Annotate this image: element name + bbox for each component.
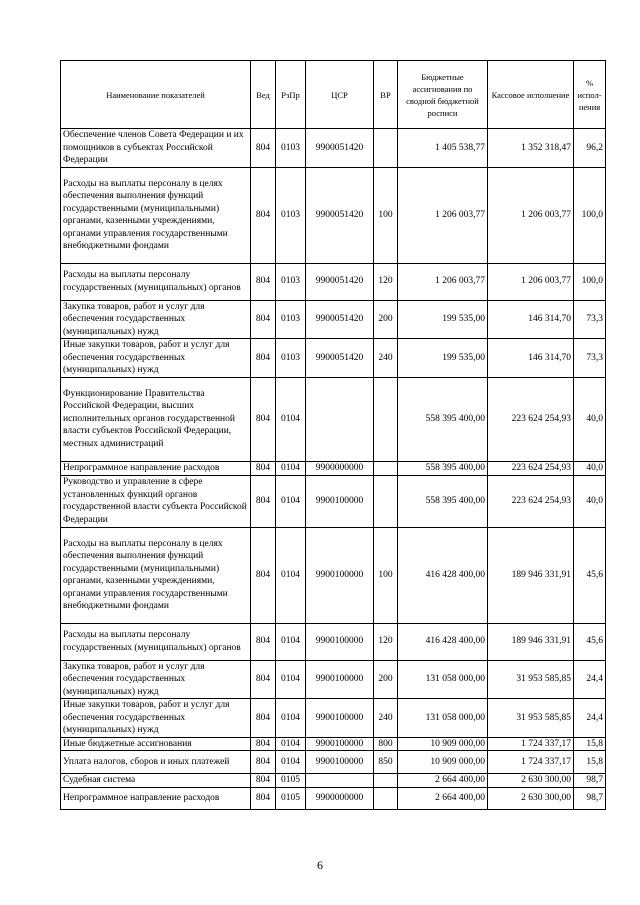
table-row (61, 774, 606, 788)
row-csr (306, 774, 374, 788)
row-cash: 1 352 318,47 (488, 129, 574, 168)
row-rzpr: 0103 (276, 300, 306, 339)
row-percent: 24,4 (574, 699, 606, 738)
row-rzpr: 0104 (276, 660, 306, 699)
header-csr: ЦСР (306, 61, 374, 129)
header-percent: % испол-нения (574, 61, 606, 129)
row-csr: 9900051420 (306, 339, 374, 378)
row-name: Обеспечение членов Совета Федерации и их помощников в субъектах Российской Федерации (61, 129, 251, 168)
row-percent: 24,4 (574, 660, 606, 699)
row-vr: 120 (374, 623, 398, 660)
row-ved: 804 (251, 660, 276, 699)
row-csr: 9900100000 (306, 699, 374, 738)
row-cash: 1 206 003,77 (488, 167, 574, 263)
row-cash: 2 630 300,00 (488, 774, 574, 788)
row-ved: 804 (251, 527, 276, 623)
row-budget: 2 664 400,00 (398, 774, 488, 788)
row-percent: 100,0 (574, 167, 606, 263)
row-ved: 804 (251, 737, 276, 751)
table-row (61, 167, 606, 263)
row-budget: 1 206 003,77 (398, 263, 488, 300)
row-ved: 804 (251, 475, 276, 527)
row-vr: 100 (374, 527, 398, 623)
row-rzpr: 0104 (276, 751, 306, 774)
row-rzpr: 0104 (276, 377, 306, 461)
row-percent: 73,3 (574, 339, 606, 378)
row-budget: 10 909 000,00 (398, 737, 488, 751)
row-percent: 15,8 (574, 737, 606, 751)
page-number: 6 (317, 858, 323, 872)
row-budget: 10 909 000,00 (398, 751, 488, 774)
row-cash: 31 953 585,85 (488, 660, 574, 699)
table-row (61, 751, 606, 774)
header-cash: Кассовое исполнение (488, 61, 574, 129)
row-vr (374, 377, 398, 461)
row-budget: 1 206 003,77 (398, 167, 488, 263)
row-cash: 189 946 331,91 (488, 623, 574, 660)
row-ved: 804 (251, 787, 276, 809)
row-budget: 199 535,00 (398, 300, 488, 339)
row-vr: 800 (374, 737, 398, 751)
row-name: Руководство и управление в сфере установленных функций органов государственной власти субъекта Российской Федерации (61, 475, 251, 527)
row-rzpr: 0104 (276, 623, 306, 660)
row-rzpr: 0104 (276, 737, 306, 751)
row-cash: 1 724 337,17 (488, 751, 574, 774)
row-rzpr: 0105 (276, 774, 306, 788)
row-vr (374, 774, 398, 788)
table-row (61, 737, 606, 751)
row-name: Иные закупки товаров, работ и услуг для обеспечения государственных (муниципальных) нужд (61, 339, 251, 378)
row-cash: 189 946 331,91 (488, 527, 574, 623)
table-row (61, 129, 606, 168)
row-vr: 120 (374, 263, 398, 300)
row-csr: 9900100000 (306, 475, 374, 527)
row-ved: 804 (251, 623, 276, 660)
row-ved: 804 (251, 300, 276, 339)
row-csr (306, 377, 374, 461)
table-row (61, 339, 606, 378)
header-budget: Бюджетные ассигнования по сводной бюджетной росписи (398, 61, 488, 129)
row-name: Расходы на выплаты персоналу государственных (муниципальных) органов (61, 623, 251, 660)
row-percent: 40,0 (574, 475, 606, 527)
header-vr: ВР (374, 61, 398, 129)
row-name: Иные закупки товаров, работ и услуг для обеспечения государственных (муниципальных) нужд (61, 699, 251, 738)
row-vr (374, 475, 398, 527)
row-csr: 9900000000 (306, 461, 374, 475)
row-csr: 9900051420 (306, 167, 374, 263)
table-row (61, 623, 606, 660)
table-header-row (61, 61, 606, 129)
row-vr: 100 (374, 167, 398, 263)
row-budget: 558 395 400,00 (398, 475, 488, 527)
row-name: Судебная система (61, 774, 251, 788)
row-ved: 804 (251, 774, 276, 788)
row-ved: 804 (251, 129, 276, 168)
row-budget: 131 058 000,00 (398, 699, 488, 738)
row-name: Закупка товаров, работ и услуг для обеспечения государственных (муниципальных) нужд (61, 300, 251, 339)
row-rzpr: 0104 (276, 475, 306, 527)
row-csr: 9900051420 (306, 129, 374, 168)
row-rzpr: 0103 (276, 263, 306, 300)
row-percent: 98,7 (574, 787, 606, 809)
row-budget: 1 405 538,77 (398, 129, 488, 168)
row-rzpr: 0104 (276, 527, 306, 623)
row-cash: 31 953 585,85 (488, 699, 574, 738)
table-row (61, 660, 606, 699)
row-cash: 1 206 003,77 (488, 263, 574, 300)
row-csr: 9900100000 (306, 751, 374, 774)
row-csr: 9900000000 (306, 787, 374, 809)
table-row (61, 699, 606, 738)
row-rzpr: 0104 (276, 461, 306, 475)
row-name: Расходы на выплаты персоналу государственных (муниципальных) органов (61, 263, 251, 300)
row-name: Расходы на выплаты персоналу в целях обеспечения выполнения функций государственными (муниципальными) органами, казенными учреждениями, органами управления государственными внебюджетными фондами (61, 167, 251, 263)
header-ved: Вед (251, 61, 276, 129)
table-row (61, 461, 606, 475)
row-csr: 9900100000 (306, 660, 374, 699)
row-cash: 146 314,70 (488, 300, 574, 339)
row-cash: 2 630 300,00 (488, 787, 574, 809)
row-budget: 558 395 400,00 (398, 377, 488, 461)
row-name: Функционирование Правительства Российской Федерации, высших исполнительных органов государственной власти субъектов Российской Федерации, местных администраций (61, 377, 251, 461)
row-budget: 416 428 400,00 (398, 527, 488, 623)
row-percent: 40,0 (574, 377, 606, 461)
row-ved: 804 (251, 339, 276, 378)
row-vr (374, 461, 398, 475)
row-percent: 96,2 (574, 129, 606, 168)
header-name: Наименование показателей (61, 61, 251, 129)
row-name: Уплата налогов, сборов и иных платежей (61, 751, 251, 774)
row-percent: 45,6 (574, 527, 606, 623)
row-budget: 2 664 400,00 (398, 787, 488, 809)
row-vr: 240 (374, 699, 398, 738)
row-budget: 199 535,00 (398, 339, 488, 378)
row-percent: 73,3 (574, 300, 606, 339)
row-cash: 1 724 337,17 (488, 737, 574, 751)
row-cash: 223 624 254,93 (488, 461, 574, 475)
row-csr: 9900100000 (306, 623, 374, 660)
table-row (61, 300, 606, 339)
table-row (61, 787, 606, 809)
row-percent: 98,7 (574, 774, 606, 788)
row-name: Непрограммное направление расходов (61, 787, 251, 809)
row-budget: 558 395 400,00 (398, 461, 488, 475)
row-name: Расходы на выплаты персоналу в целях обеспечения выполнения функций государственными (муниципальными) органами, казенными учреждениями, органами управления государственными внебюджетными фондами (61, 527, 251, 623)
row-percent: 15,8 (574, 751, 606, 774)
row-csr: 9900051420 (306, 263, 374, 300)
table-row (61, 527, 606, 623)
row-vr: 240 (374, 339, 398, 378)
row-percent: 100,0 (574, 263, 606, 300)
row-rzpr: 0103 (276, 339, 306, 378)
row-cash: 223 624 254,93 (488, 475, 574, 527)
table-row (61, 263, 606, 300)
budget-execution-table (60, 60, 606, 810)
row-rzpr: 0103 (276, 167, 306, 263)
table-row (61, 377, 606, 461)
row-rzpr: 0103 (276, 129, 306, 168)
row-cash: 223 624 254,93 (488, 377, 574, 461)
row-vr (374, 129, 398, 168)
row-csr: 9900051420 (306, 300, 374, 339)
row-rzpr: 0105 (276, 787, 306, 809)
row-ved: 804 (251, 377, 276, 461)
row-vr: 200 (374, 660, 398, 699)
row-csr: 9900100000 (306, 737, 374, 751)
row-vr: 850 (374, 751, 398, 774)
row-budget: 131 058 000,00 (398, 660, 488, 699)
row-name: Непрограммное направление расходов (61, 461, 251, 475)
row-ved: 804 (251, 263, 276, 300)
row-ved: 804 (251, 167, 276, 263)
row-name: Иные бюджетные ассигнования (61, 737, 251, 751)
row-ved: 804 (251, 461, 276, 475)
row-vr: 200 (374, 300, 398, 339)
row-csr: 9900100000 (306, 527, 374, 623)
row-rzpr: 0104 (276, 699, 306, 738)
row-ved: 804 (251, 699, 276, 738)
row-ved: 804 (251, 751, 276, 774)
header-rzpr: РзПр (276, 61, 306, 129)
row-percent: 40,0 (574, 461, 606, 475)
row-vr (374, 787, 398, 809)
row-name: Закупка товаров, работ и услуг для обеспечения государственных (муниципальных) нужд (61, 660, 251, 699)
row-percent: 45,6 (574, 623, 606, 660)
table-row (61, 475, 606, 527)
row-cash: 146 314,70 (488, 339, 574, 378)
row-budget: 416 428 400,00 (398, 623, 488, 660)
